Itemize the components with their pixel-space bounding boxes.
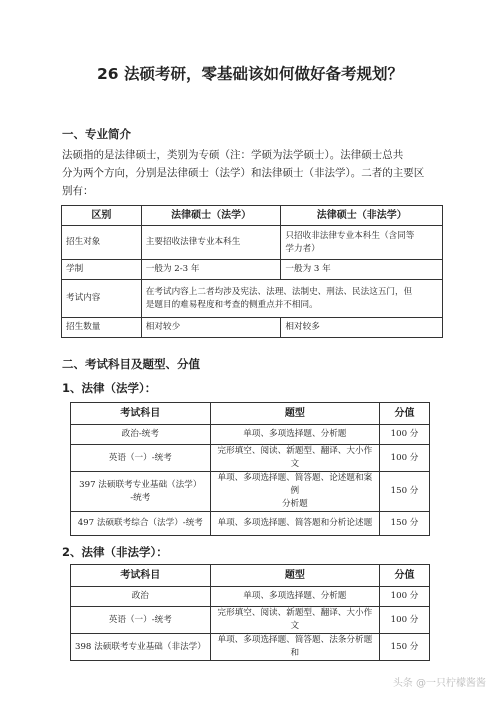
cell-line: 只招收非法律专业本科生（含同等 xyxy=(285,230,415,241)
table-header-cell: 题型 xyxy=(210,565,379,587)
table-cell: 招生数量 xyxy=(62,318,142,338)
table-cell: 完形填空、阅读、新题型、翻译、大小作文 xyxy=(210,607,379,634)
table-row xyxy=(71,587,430,607)
table-cell: 单项、多项选择题、简答题、法条分析题和 xyxy=(210,634,379,661)
table-cell: 完形填空、阅读、新题型、翻译、大小作文 xyxy=(210,445,379,472)
table-cell: 单项、多项选择题、分析题 xyxy=(210,425,379,445)
table-header-cell: 题型 xyxy=(210,403,379,425)
table-row xyxy=(71,472,430,512)
table-row xyxy=(62,260,443,280)
table-cell: 一般为 3 年 xyxy=(281,260,443,280)
table-row xyxy=(62,280,443,318)
table-cell: 英语（一）-统考 xyxy=(71,445,211,472)
cell-line: 学力者） xyxy=(285,243,320,254)
cell-line: 是题目的难易程度和考查的侧重点并不相同。 xyxy=(145,299,318,310)
table-cell: 单项、多项选择题、简答题和分析论述题 xyxy=(210,512,379,536)
intro-line: 法硕指的是法律硕士，类别为专硕（注：学硕为法学硕士）。法律硕士总共 xyxy=(62,149,404,161)
table-cell xyxy=(281,226,443,260)
table-row xyxy=(71,425,430,445)
table-cell: 150 分 xyxy=(380,512,430,536)
cell-line: 397 法硕联考专业基础（法学） xyxy=(79,479,202,490)
intro-line: 别有： xyxy=(62,185,94,197)
table-cell: 英语（一）-统考 xyxy=(71,607,211,634)
table-cell: 150 分 xyxy=(380,472,430,512)
table-header-cell: 分值 xyxy=(380,403,430,425)
table-cell: 学制 xyxy=(62,260,142,280)
table-cell: 相对较少 xyxy=(141,318,281,338)
table-header-row xyxy=(71,565,430,587)
table-header-row xyxy=(62,206,443,226)
table-cell: 100 分 xyxy=(380,607,430,634)
table-row xyxy=(71,607,430,634)
table-cell: 100 分 xyxy=(380,587,430,607)
intro-line: 分为两个方向，分别是法律硕士（法学）和法律硕士（非法学）。二者的主要区 xyxy=(62,167,425,179)
table-cell: 150 分 xyxy=(380,634,430,661)
table-cell: 100 分 xyxy=(380,445,430,472)
table-row xyxy=(62,226,443,260)
page-title: 26 法硕考研，零基础该如何做好备考规划？ xyxy=(97,65,403,83)
cell-line: 单项、多项选择题、简答题、论述题和案例 xyxy=(217,473,373,496)
watermark: 头条 @一只柠檬酱酱 xyxy=(392,678,486,689)
intro-paragraph xyxy=(62,146,442,200)
section-heading-intro: 一、专业简介 xyxy=(62,127,131,141)
table-header-row xyxy=(71,403,430,425)
section-heading-exam: 二、考试科目及题型、分值 xyxy=(62,357,200,371)
table-row xyxy=(71,512,430,536)
subheading-law: 1、法律（法学）： xyxy=(62,381,157,395)
table-row xyxy=(71,445,430,472)
cell-line: 分析题 xyxy=(281,499,308,509)
table-header-cell: 法律硕士（非法学） xyxy=(281,206,443,226)
table-header-cell: 分值 xyxy=(380,565,430,587)
table-cell: 相对较多 xyxy=(281,318,443,338)
table-cell xyxy=(210,472,379,512)
table-cell: 单项、多项选择题、分析题 xyxy=(210,587,379,607)
exam-table-law xyxy=(70,402,430,536)
subheading-nonlaw: 2、法律（非法学）： xyxy=(62,545,168,559)
table-cell xyxy=(71,472,211,512)
comparison-table xyxy=(61,205,443,338)
table-cell: 政治 xyxy=(71,587,211,607)
table-header-cell: 考试科目 xyxy=(71,565,211,587)
table-cell: 主要招收法律专业本科生 xyxy=(141,226,281,260)
table-row xyxy=(62,318,443,338)
table-row xyxy=(71,634,430,661)
table-cell: 398 法硕联考专业基础（非法学） xyxy=(71,634,211,661)
table-cell: 100 分 xyxy=(380,425,430,445)
table-header-cell: 考试科目 xyxy=(71,403,211,425)
table-cell: 招生对象 xyxy=(62,226,142,260)
table-cell: 政治-统考 xyxy=(71,425,211,445)
table-header-cell: 法律硕士（法学） xyxy=(141,206,281,226)
cell-line: 在考试内容上二者均涉及宪法、法理、法制史、刑法、民法这五门，但 xyxy=(145,286,413,297)
table-cell: 497 法硕联考综合（法学）-统考 xyxy=(71,512,211,536)
cell-line: -统考 xyxy=(130,492,151,503)
exam-table-nonlaw xyxy=(70,564,430,661)
table-header-cell: 区别 xyxy=(62,206,142,226)
table-cell: 一般为 2-3 年 xyxy=(141,260,281,280)
table-cell-merged xyxy=(141,280,442,318)
table-cell: 考试内容 xyxy=(62,280,142,318)
